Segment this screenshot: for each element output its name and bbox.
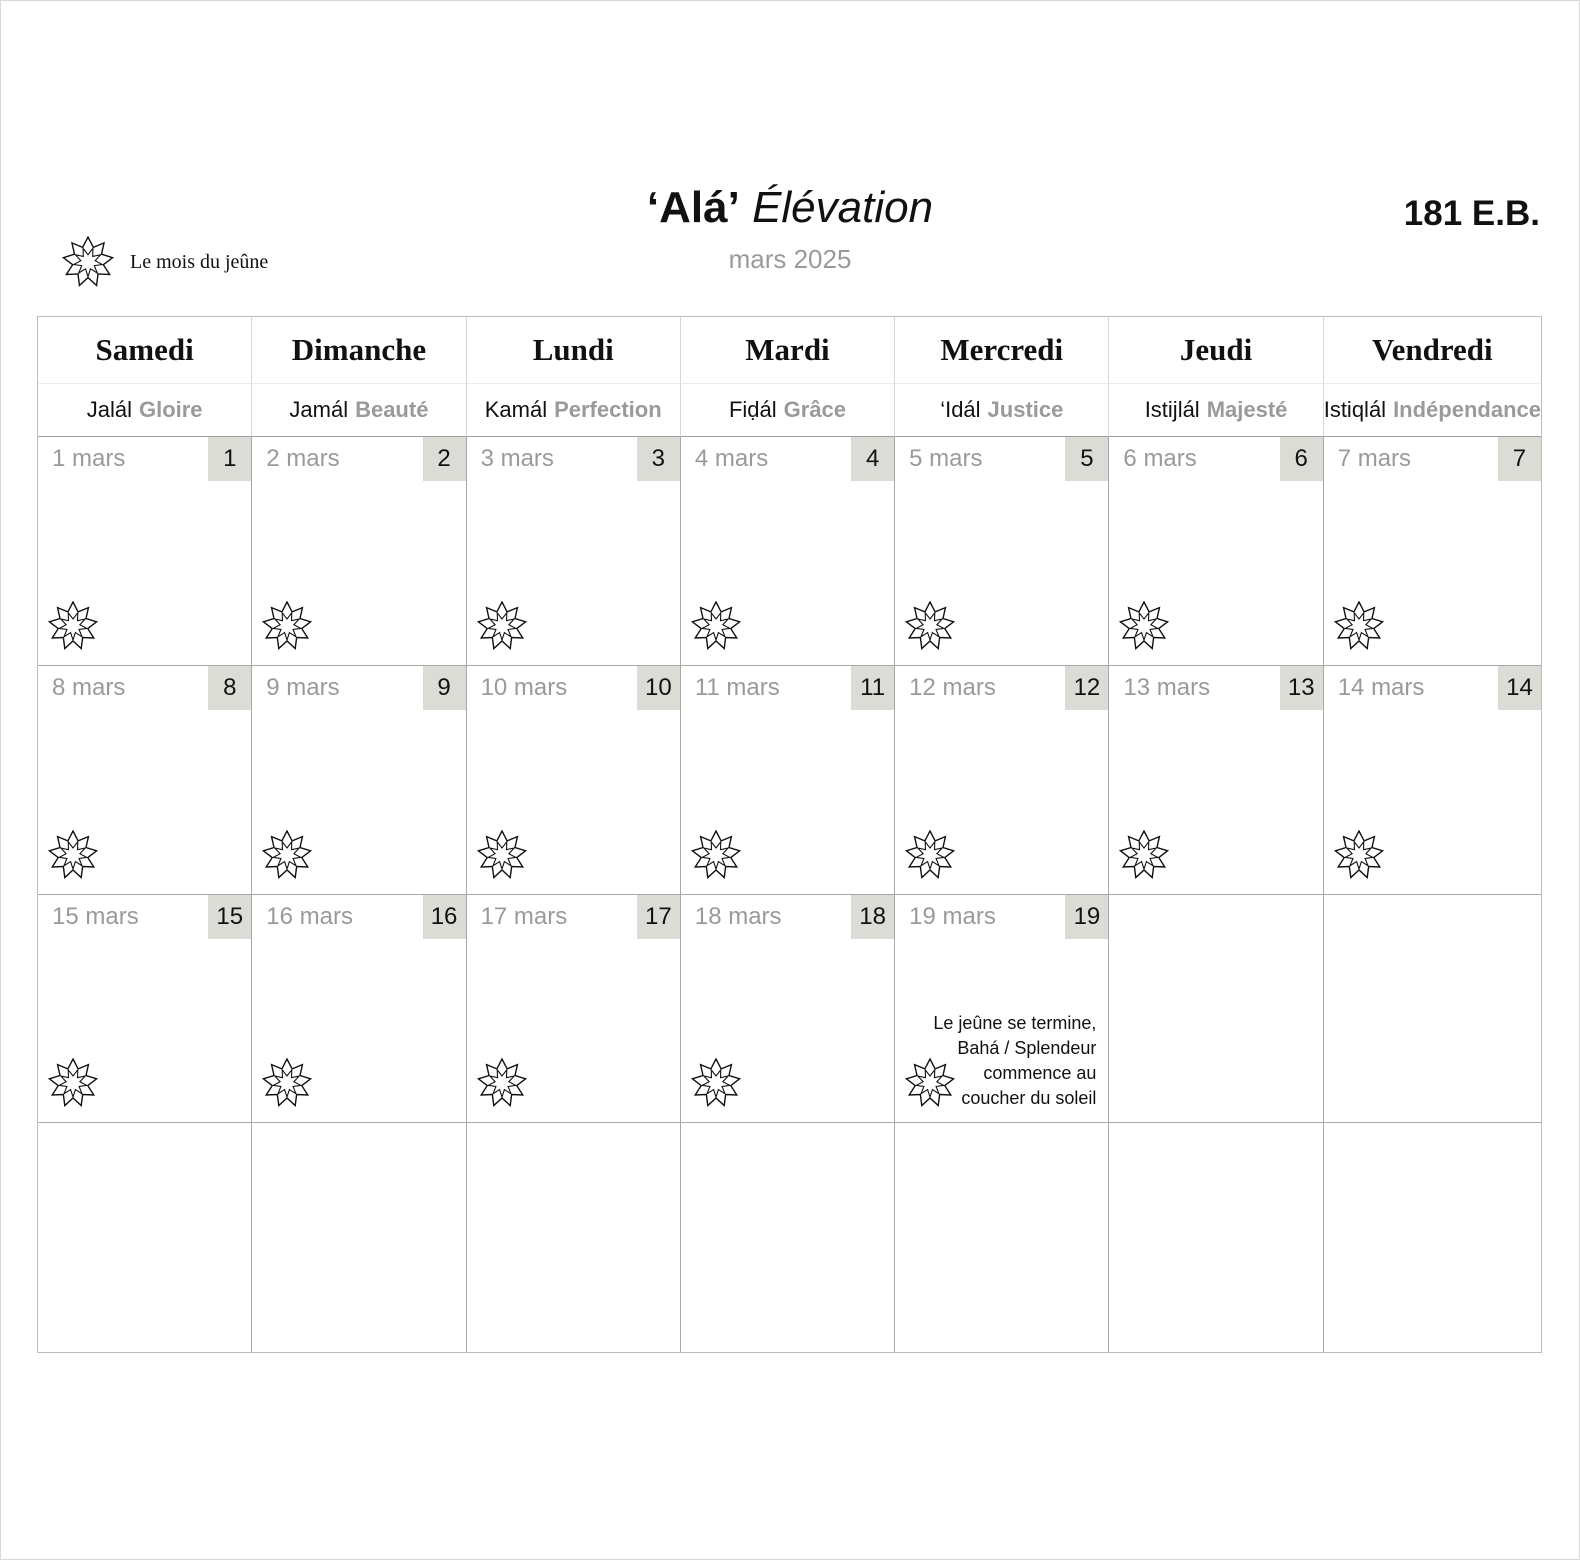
weekday-badi-name <box>467 384 681 437</box>
empty-day-cell[interactable] <box>252 1123 466 1352</box>
day-cell[interactable] <box>1109 666 1323 895</box>
fasting-star-icon <box>1334 601 1384 651</box>
day-note-line: coucher du soleil <box>961 1087 1097 1108</box>
fasting-star-icon <box>62 236 114 288</box>
gregorian-date: 18 mars <box>694 902 782 930</box>
weekday-badi-arabic: Kamál <box>484 397 548 422</box>
fasting-star-icon <box>62 236 114 288</box>
weekday-header-mercredi: Mercredi <box>895 317 1109 384</box>
empty-day-cell[interactable] <box>1109 895 1323 1124</box>
empty-day-cell[interactable] <box>1109 1123 1323 1352</box>
day-cell[interactable] <box>1324 437 1541 666</box>
gregorian-date: 7 mars <box>1337 445 1412 472</box>
fasting-star-icon <box>48 830 98 880</box>
weekday-badi-french: Gloire <box>138 397 203 422</box>
empty-day-cell[interactable] <box>1324 1123 1541 1352</box>
empty-day-cell[interactable] <box>1324 895 1541 1124</box>
badi-day-number: 8 <box>208 666 251 710</box>
weekday-badi-french: Grâce <box>783 397 847 422</box>
badi-day-number: 10 <box>637 666 680 710</box>
weekday-header-dimanche: Dimanche <box>252 317 466 384</box>
weekday-header-lundi: Lundi <box>467 317 681 384</box>
day-cell[interactable] <box>895 666 1109 895</box>
fasting-star-icon <box>1334 830 1384 880</box>
fasting-star-icon <box>691 830 741 880</box>
fasting-star-icon <box>1119 830 1169 880</box>
fasting-star-icon <box>262 1058 312 1108</box>
empty-day-cell[interactable] <box>38 1123 252 1352</box>
legend <box>62 236 268 288</box>
day-cell[interactable] <box>38 437 252 666</box>
gregorian-date: 8 mars <box>52 673 126 701</box>
weekday-badi-french: Beauté <box>355 397 429 422</box>
day-note <box>906 1011 1096 1111</box>
weekday-header-samedi: Samedi <box>38 317 252 384</box>
weekday-badi-arabic: ‘Idál <box>940 397 981 422</box>
badi-day-number: 13 <box>1280 666 1323 710</box>
day-cell[interactable] <box>467 895 681 1124</box>
day-cell[interactable] <box>1324 666 1541 895</box>
badi-day-number: 15 <box>208 895 251 939</box>
empty-day-cell[interactable] <box>895 1123 1109 1352</box>
weekday-badi-name <box>252 384 466 437</box>
gregorian-date: 19 mars <box>909 902 996 930</box>
day-cell[interactable] <box>38 895 252 1124</box>
legend-label: Le mois du jeûne <box>130 250 269 273</box>
weekday-header-mardi: Mardi <box>681 317 895 384</box>
badi-day-number: 6 <box>1280 437 1323 481</box>
gregorian-date: 13 mars <box>1123 673 1211 701</box>
badi-day-number: 12 <box>1065 666 1108 710</box>
day-note-line: commence au <box>983 1062 1097 1083</box>
gregorian-date: 17 mars <box>480 902 568 930</box>
weekday-badi-name <box>681 384 895 437</box>
fasting-star-icon <box>691 601 741 651</box>
gregorian-date: 16 mars <box>266 902 353 930</box>
badi-day-number: 7 <box>1498 437 1541 481</box>
empty-day-cell[interactable] <box>681 1123 895 1352</box>
fasting-star-icon <box>477 1058 527 1108</box>
fasting-star-icon <box>691 1058 741 1108</box>
badi-day-number: 3 <box>637 437 680 481</box>
badi-day-number: 9 <box>423 666 466 710</box>
badi-day-number: 11 <box>851 666 894 710</box>
day-cell[interactable] <box>252 666 466 895</box>
gregorian-date: 6 mars <box>1123 445 1197 472</box>
calendar-grid <box>37 316 1542 1353</box>
gregorian-date: 12 mars <box>909 673 996 701</box>
gregorian-date: 1 mars <box>52 445 126 472</box>
weekday-badi-name <box>1324 384 1541 437</box>
weekday-header-jeudi: Jeudi <box>1109 317 1323 384</box>
day-cell[interactable] <box>467 437 681 666</box>
badi-day-number: 2 <box>423 437 466 481</box>
day-cell[interactable] <box>681 895 895 1124</box>
day-cell[interactable] <box>252 437 466 666</box>
fasting-star-icon <box>477 601 527 651</box>
fasting-star-icon <box>905 830 955 880</box>
badi-day-number: 18 <box>851 895 894 939</box>
day-cell[interactable] <box>681 666 895 895</box>
badi-day-number: 16 <box>423 895 466 939</box>
badi-day-number: 1 <box>208 437 251 481</box>
day-cell[interactable] <box>467 666 681 895</box>
badi-day-number: 14 <box>1498 666 1541 710</box>
fasting-star-icon <box>905 601 955 651</box>
gregorian-date: 11 mars <box>694 673 780 701</box>
fasting-star-icon <box>1119 601 1169 651</box>
month-title <box>0 180 1580 236</box>
gregorian-date: 15 mars <box>52 902 139 930</box>
weekday-badi-french: Justice <box>987 397 1064 422</box>
fasting-star-icon <box>262 830 312 880</box>
gregorian-date: 5 mars <box>909 445 983 472</box>
weekday-badi-arabic: Jamál <box>289 397 349 422</box>
weekday-badi-arabic: Fiḍál <box>728 397 777 422</box>
day-note-line: Bahá / Splendeur <box>957 1037 1097 1058</box>
weekday-badi-arabic: Istiqlál <box>1323 397 1387 422</box>
gregorian-date: 9 mars <box>266 673 340 701</box>
day-cell[interactable] <box>895 895 1109 1124</box>
badi-day-number: 19 <box>1065 895 1108 939</box>
day-cell[interactable] <box>895 437 1109 666</box>
weekday-badi-french: Majesté <box>1206 397 1288 422</box>
day-cell[interactable] <box>1109 437 1323 666</box>
badi-day-number: 4 <box>851 437 894 481</box>
gregorian-date: 10 mars <box>480 673 568 701</box>
day-cell[interactable] <box>681 437 895 666</box>
badi-day-number: 17 <box>637 895 680 939</box>
fasting-star-icon <box>262 601 312 651</box>
day-cell[interactable] <box>38 666 252 895</box>
weekday-badi-french: Indépendance <box>1393 397 1541 422</box>
month-name-french: Élévation <box>752 183 934 232</box>
empty-day-cell[interactable] <box>467 1123 681 1352</box>
gregorian-date: 4 mars <box>694 445 769 472</box>
weekday-badi-name <box>1109 384 1323 437</box>
weekday-badi-name <box>895 384 1109 437</box>
gregorian-date: 14 mars <box>1337 673 1425 701</box>
fasting-star-icon <box>48 601 98 651</box>
month-name-arabic: ‘Alá’ <box>646 183 740 232</box>
weekday-badi-name <box>38 384 252 437</box>
gregorian-date: 2 mars <box>266 445 340 472</box>
weekday-badi-arabic: Jalál <box>86 397 132 422</box>
badi-year: 181 E.B. <box>1403 194 1540 233</box>
day-cell[interactable] <box>252 895 466 1124</box>
fasting-star-icon <box>48 1058 98 1108</box>
day-note-line: Le jeûne se termine, <box>933 1012 1097 1033</box>
weekday-header-vendredi: Vendredi <box>1324 317 1541 384</box>
gregorian-month: mars 2025 <box>728 244 852 274</box>
badi-day-number: 5 <box>1065 437 1108 481</box>
gregorian-date: 3 mars <box>480 445 554 472</box>
fasting-star-icon <box>477 830 527 880</box>
weekday-badi-french: Perfection <box>554 397 662 422</box>
weekday-badi-arabic: Istijlál <box>1144 397 1200 422</box>
